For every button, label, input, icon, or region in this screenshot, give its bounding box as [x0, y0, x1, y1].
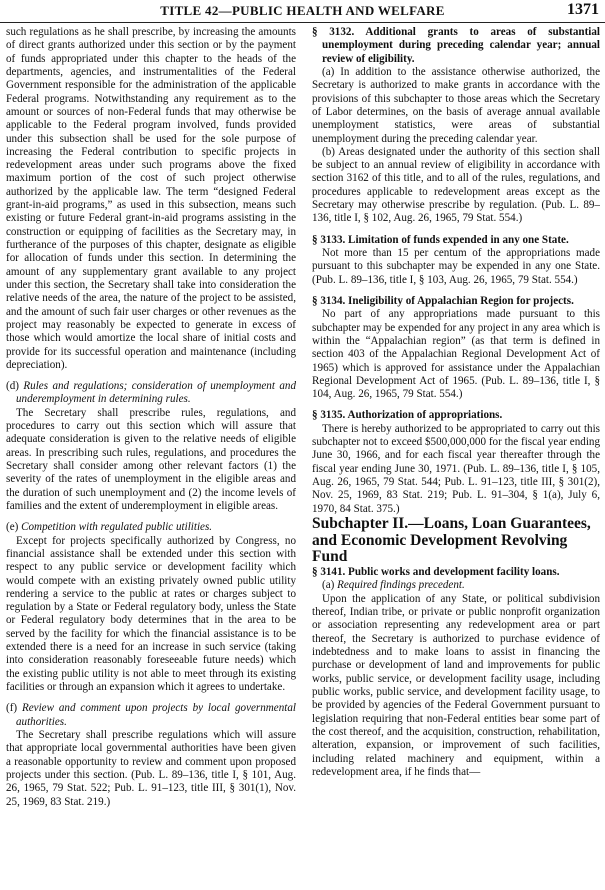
- subsection-f-title: Review and comment upon projects by local governmental authorities.: [16, 702, 296, 728]
- section-3133-text: Not more than 15 per centum of the appropriations made pursuant to this subchapter may be expended in any one State. (Pub. L. 89–136, title I, § 103, Aug. 26, 1965, 79 Stat. 554.): [312, 247, 600, 286]
- running-title: TITLE 42—PUBLIC HEALTH AND WELFARE: [160, 3, 445, 18]
- section-3141-heading: § 3141. Public works and development facility loans.: [312, 566, 560, 579]
- subsection-d-label: (d): [6, 380, 19, 393]
- section-3133-heading: § 3133. Limitation of funds expended in any one State.: [312, 233, 569, 246]
- subsection-e-heading: [6, 521, 296, 534]
- section-3132-b: (b) Areas designated under the authority of this section shall be subject to an annual review of eligibility in accordance with section 3162 of this title, and to all of the rules, regulations, and procedures applicable to redevelopment areas except as the Secretary may otherwise prescribe by regulation. (Pub. L. 89–136, title I, § 102, Aug. 26, 1965, 79 Stat. 554.): [312, 145, 600, 225]
- section-3141-a-title: Required findings precedent.: [337, 579, 465, 592]
- section-3141-a-label: (a): [322, 579, 335, 592]
- section-3141-a-text: Upon the application of any State, or political subdivision thereof, Indian tribe, or private or public nonprofit organization or association representing any redevelopment area or part thereof, the Secretary is authorized to purchase evidence of indebtedness and to make loans to assist in financing the purchase or development of land and improvements for public works, public service, or development facility usage, including public works, public service, and development facility usage, to be provided by agencies of the Federal Government pursuant to legislation requiring that non-Federal entities bear some part of the cost thereof, and the acquisition, construction, rehabilitation, alteration, expansion, or improvement of such facilities, including related machinery and equipment, within a redevelopment area, if he finds that—: [312, 592, 600, 778]
- subsection-e-title: Competition with regulated public utilities.: [21, 521, 213, 534]
- subsection-f-heading: [6, 702, 296, 729]
- right-column: [312, 26, 600, 886]
- section-3132-heading: § 3132. Additional grants to areas of substantial unemployment during preceding calendar year; annual review of eligibility.: [312, 26, 600, 65]
- section-3135-heading: § 3135. Authorization of appropriations.: [312, 409, 503, 422]
- continued-paragraph: such regulations as he shall prescribe, by increasing the amounts of direct grants authorized under this section or by the payment of funds appropriated under this chapter to the heads of the departments, agencies, and instrumentalities of the Federal Government responsible for the administration of the applicable Federal programs. Notwithstanding any requirement as to the amount or sources of non-Federal funds that may otherwise be applicable to the Federal program involved, funds provided under this subsection shall be used for the sole purpose of increasing the Federal contribution to specific projects in redevelopment areas under such programs above the fixed maximum portion of the cost of such project otherwise authorized by the applicable law. The term “designed Federal grant-in-aid programs,” as used in this subsection, means such existing or future Federal grant-in-aid programs assisting in the construction or equipping of facilities as the Secretary may, in furtherance of the purposes of this chapter, designate as eligible for allocation of funds under this section. In determining the amount of any supplementary grant available to any project under this section, the Secretary shall take into consideration the relative needs of the area, the nature of the project to be assisted, and the amount of such fair user charges or other revenues as the project may reasonably be expected to generate in excess of those which would amortize the local share of initial costs and provide for its successful operation and maintenance (including depreciation).: [6, 26, 296, 371]
- subsection-f-label: (f): [6, 702, 18, 715]
- section-3134-text: No part of any appropriations made pursuant to this subchapter may be expended for any project in any area which is within the “Appalachian region” (as that term is defined in section 403 of the Appalachian Regional Development Act of 1965) which is approved for assistance under the Appalachian Regional Development Act of 1965. (Pub. L. 89–136, title I, § 104, Aug. 26, 1965, 79 Stat. 554.): [312, 308, 600, 401]
- page-number: 1371: [567, 1, 599, 18]
- subsection-d-title: Rules and regulations; consideration of unemployment and underemployment in determining rules.: [16, 380, 296, 406]
- subchapter-heading: Subchapter II.—Loans, Loan Guarantees, and Economic Development Revolving Fund: [312, 514, 591, 566]
- subsection-d-text: The Secretary shall prescribe rules, regulations, and procedures to carry out this section which will assure that adequate consideration is given to the relative needs of eligible areas. In prescribing such rules, regulations, and procedures the Secretary shall consider among other relevant factors (1) the severity of the rates of unemployment in the eligible areas and the duration of such unemployment and (2) the income levels of families and the extent of underemployment in eligible areas.: [6, 406, 296, 512]
- section-3135-text: There is hereby authorized to be appropriated to carry out this subchapter not to exceed $500,000,000 for the fiscal year ending June 30, 1966, and for each fiscal year thereafter through the fiscal year ending June 30, 1971. (Pub. L. 89–136, title I, § 105, Aug. 26, 1965, 79 Stat. 544; Pub. L. 91–123, title III, § 301(2), Nov. 25, 1969, 83 Stat. 219; Pub. L. 91–304, § 1(a), July 6, 1970, 84 Stat. 375.): [312, 422, 600, 515]
- subsection-e-label: (e): [6, 521, 19, 534]
- left-column: [6, 26, 296, 886]
- section-3134-heading: § 3134. Ineligibility of Appalachian Region for projects.: [312, 294, 574, 307]
- subsection-e-text: Except for projects specifically authorized by Congress, no financial assistance shall be extended under this section with respect to any public service or development facility which would compete with an existing privately owned public utility rendering a service to the public at rates or charges subject to regulation by a State or Federal regulatory body, unless the State or Federal regulatory body determines that in the area to be served by the facility for which the financial assistance is to be extended there is a need for an increase in such service (taking into consideration reasonably foreseeable future needs) which the existing public utility is not able to meet through its existing facilities or through an expansion which it agrees to undertake.: [6, 534, 296, 693]
- subsection-f-text: The Secretary shall prescribe regulations which will assure that appropriate local governmental authorities have been given a reasonable opportunity to review and comment upon proposed projects under this section. (Pub. L. 89–136, title I, § 101, Aug. 26, 1965, 79 Stat. 522; Pub. L. 91–123, title III, § 301(1), Nov. 25, 1969, 83 Stat. 219.): [6, 728, 296, 808]
- section-3132-a: (a) In addition to the assistance otherwise authorized, the Secretary is authorized to make grants in accordance with the provisions of this subchapter to those areas which the Secretary of Labor determines, on the basis of average annual available unemployment statistics, were areas of substantial unemployment during the preceding calendar year.: [312, 65, 600, 145]
- section-3141-a-heading: [312, 579, 600, 592]
- subsection-d-heading: [6, 380, 296, 407]
- page-header: [0, 0, 605, 23]
